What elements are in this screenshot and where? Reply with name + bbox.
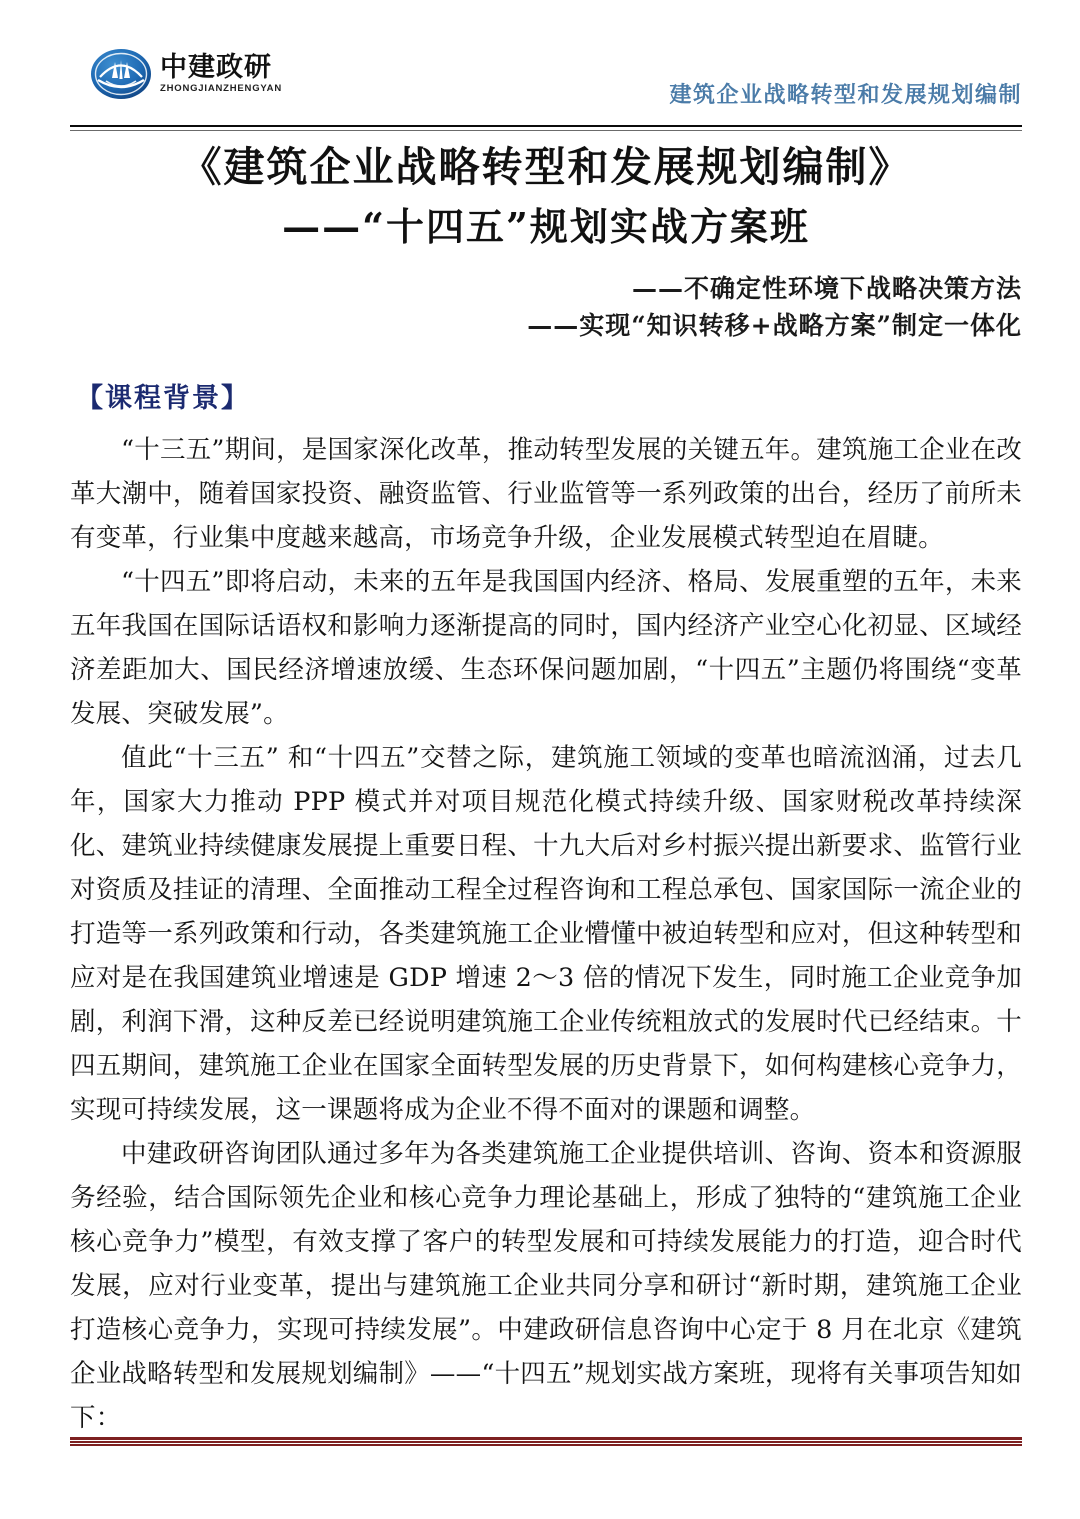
running-header-title: 建筑企业战略转型和发展规划编制 xyxy=(669,82,1022,108)
logo-chinese-name: 中建政研 xyxy=(160,52,272,84)
logo-wordmark xyxy=(160,54,282,94)
body-paragraph: 值此“十三五” 和“十四五”交替之际，建筑施工领域的变革也暗流汹涌，过去几年，国家大力推动 PPP 模式并对项目规范化模式持续升级、国家财税改革持续深化、建筑业持续健康发展提上重要日程、十九大后对乡村振兴提出新要求、监管行业对资质及挂证的清理、全面推动工程全过程咨询和工程总承包、国家国际一流企业的打造等一系列政策和行动，各类建筑施工企业懵懂中被迫转型和应对，但这种转型和应对是在我国建筑业增速是 GDP 增速 2～3 倍的情况下发生，同时施工企业竞争加剧，利润下滑，这种反差已经说明建筑施工企业传统粗放式的发展时代已经结束。十四五期间，建筑施工企业在国家全面转型发展的历史背景下，如何构建核心竞争力，实现可持续发展，这一课题将成为企业不得不面对的课题和调整。 xyxy=(70,743,1022,1125)
tagline-primary: ——不确定性环境下战略决策方法 xyxy=(631,273,1022,303)
header-divider-rule xyxy=(70,125,1022,131)
bridge-emblem-icon xyxy=(90,48,152,100)
body-paragraph: “十三五”期间，是国家深化改革，推动转型发展的关键五年。建筑施工企业在改革大潮中，随着国家投资、融资监管、行业监管等一系列政策的出台，经历了前所未有变革，行业集中度越来越高，市场竞争升级，企业发展模式转型迫在眉睫。 xyxy=(70,435,1022,553)
body-paragraph: “十四五”即将启动，未来的五年是我国国内经济、格局、发展重塑的五年，未来五年我国在国际话语权和影响力逐渐提高的同时，国内经济产业空心化初显、区域经济差距加大、国民经济增速放缓、生态环保问题加剧，“十四五”主题仍将围绕“变革发展、突破发展”。 xyxy=(70,567,1022,729)
body-paragraph: 中建政研咨询团队通过多年为各类建筑施工企业提供培训、咨询、资本和资源服务经验，结合国际领先企业和核心竞争力理论基础上，形成了独特的“建筑施工企业核心竞争力”模型，有效支撑了客户的转型发展和可持续发展能力的打造，迎合时代发展，应对行业变革，提出与建筑施工企业共同分享和研讨“新时期，建筑施工企业打造核心竞争力，实现可持续发展”。中建政研信息咨询中心定于 8 月在北京《建筑企业战略转型和发展规划编制》——“十四五”规划实战方案班，现将有关事项告知如下： xyxy=(70,1139,1022,1433)
page-header xyxy=(0,0,1080,118)
body-content xyxy=(70,428,1022,1440)
page-subtitle: ——“十四五”规划实战方案班 xyxy=(282,204,810,250)
logo-pinyin-name: ZHONGJIANZHENGYAN xyxy=(160,83,282,95)
title-block xyxy=(70,142,1022,344)
section-heading-course-background: 【课程背景】 xyxy=(76,383,250,414)
company-logo xyxy=(90,48,282,100)
footer-divider-rule xyxy=(70,1437,1022,1446)
page-title: 《建筑企业战略转型和发展规划编制》 xyxy=(180,143,912,191)
tagline-secondary: ——实现“知识转移+战略方案”制定一体化 xyxy=(527,311,1022,341)
